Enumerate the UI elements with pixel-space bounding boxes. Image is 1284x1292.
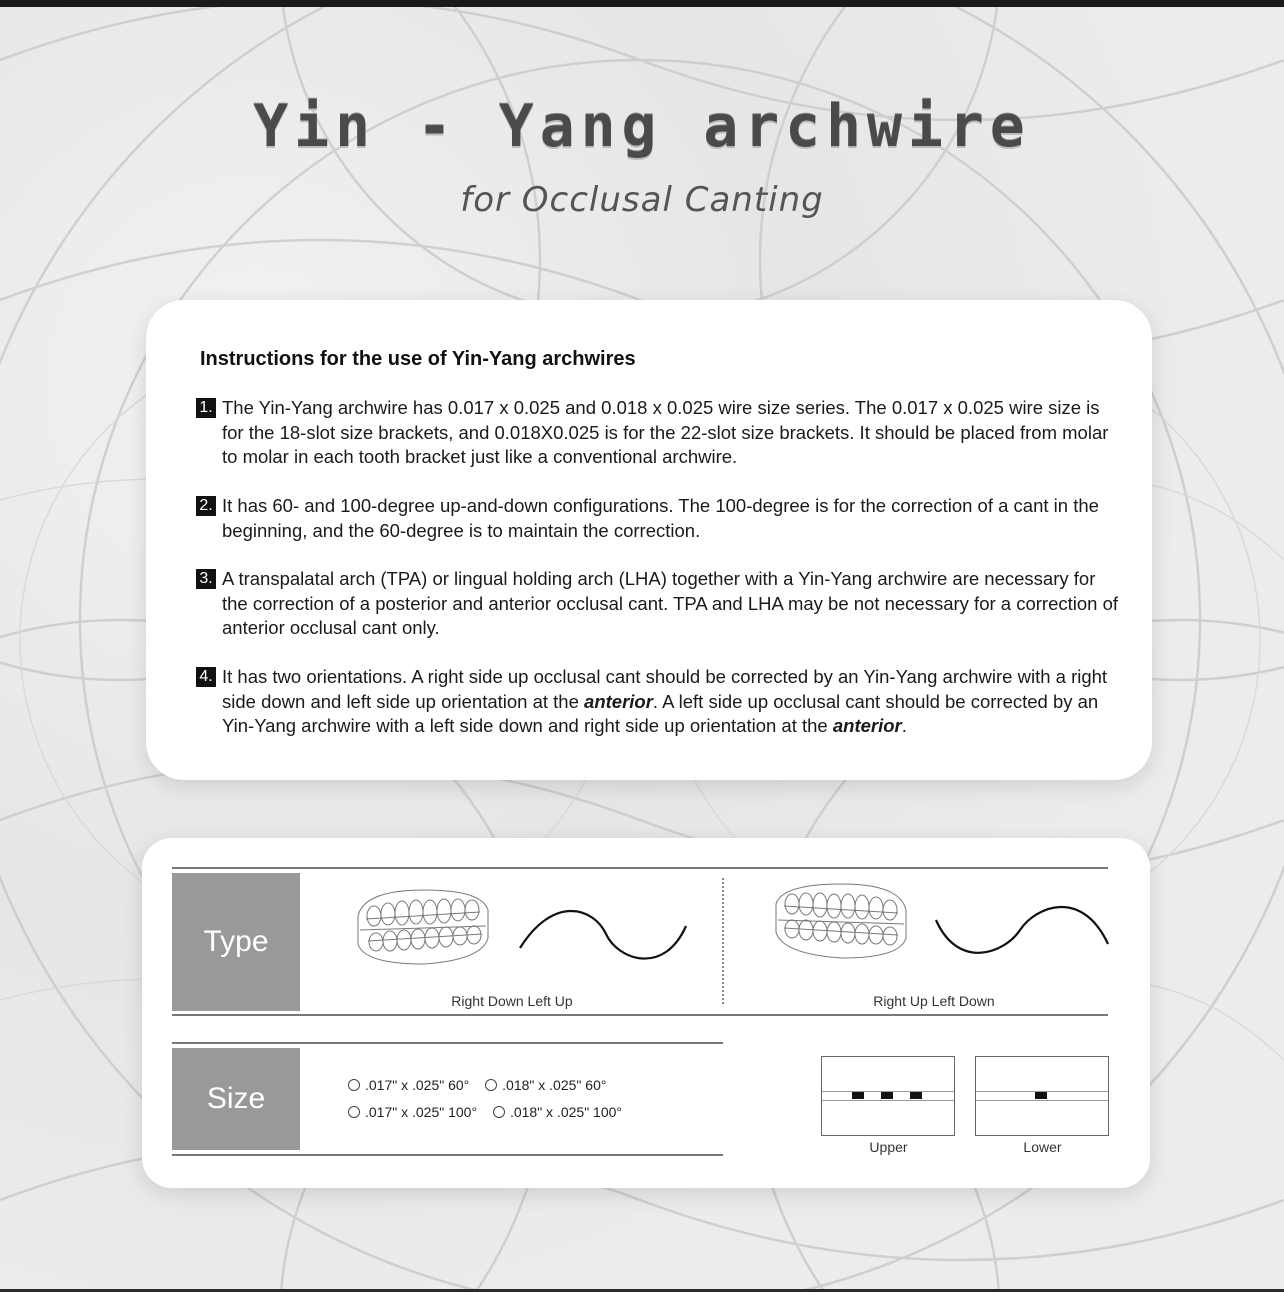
instruction-item-4 — [196, 665, 1126, 739]
size-label: Size — [172, 1048, 300, 1150]
item-number-badge: 1. — [196, 398, 216, 418]
instruction-text — [196, 665, 1126, 739]
radio-icon[interactable] — [348, 1106, 360, 1118]
instructions-heading: Instructions for the use of Yin-Yang archwires — [200, 348, 636, 370]
text-part: . A left side up occlusal cant should be corrected by an Yin-Yang archwire with a left side down and right side up orientation at the — [222, 690, 1099, 736]
size-option[interactable]: .017" x .025" 60° — [348, 1072, 469, 1099]
slot-line — [976, 1100, 1108, 1101]
type-label: Type — [172, 873, 300, 1011]
radio-icon[interactable] — [493, 1106, 505, 1118]
slot-line — [822, 1100, 954, 1101]
emphasis-anterior: anterior — [832, 715, 902, 736]
wire-curve-up-down-icon — [932, 898, 1112, 962]
size-option[interactable]: .018" x .025" 60° — [485, 1072, 606, 1099]
lower-caption: Lower — [1023, 1139, 1062, 1155]
upper-slot-diagram — [821, 1056, 955, 1136]
type-right-caption: Right Up Left Down — [873, 993, 995, 1009]
divider — [172, 1154, 723, 1156]
instruction-text: It has 60- and 100-degree up-and-down configurations. The 100-degree is for the correction of a cant in the beginning, and the 60-degree is to maintain the correction. — [222, 495, 1099, 541]
size-option[interactable]: .018" x .025" 100° — [493, 1099, 622, 1126]
instruction-text: A transpalatal arch (TPA) or lingual holding arch (LHA) together with a Yin-Yang archwire are necessary for the correction of a posterior and anterior occlusal cant. TPA and LHA may be not necessary for a correction of anterior occlusal cant only. — [222, 568, 1119, 638]
instruction-item-2 — [196, 494, 1126, 543]
text-part: It has two orientations. A right side up occlusal cant should be corrected by an Yin-Yang archwire with a right side down and left side up orientation at the — [222, 666, 1108, 712]
divider — [172, 1014, 1108, 1016]
size-options — [348, 1072, 634, 1126]
type-left-caption: Right Down Left Up — [451, 993, 573, 1009]
text-part: . — [901, 715, 907, 736]
teeth-illustration-icon — [354, 886, 492, 968]
bracket-mark — [910, 1092, 922, 1099]
lower-slot-diagram — [975, 1056, 1109, 1136]
item-number-badge: 3. — [196, 569, 216, 589]
dotted-separator — [722, 878, 724, 1004]
radio-icon[interactable] — [348, 1079, 360, 1091]
instruction-text: The Yin-Yang archwire has 0.017 x 0.025 and 0.018 x 0.025 wire size series. The 0.017 x 0.025 wire size is for the 18-slot size brackets, and 0.018X0.025 is for the 22-slot size brackets. It should be placed from molar to molar in each tooth bracket just like a conventional archwire. — [222, 397, 1109, 467]
bracket-mark — [852, 1092, 864, 1099]
instruction-item-3 — [196, 567, 1126, 641]
instruction-item-1 — [196, 396, 1126, 470]
bracket-mark — [881, 1092, 893, 1099]
specification-card — [142, 838, 1150, 1188]
wire-curve-down-up-icon — [514, 904, 694, 968]
instructions-card — [146, 300, 1152, 780]
teeth-illustration-icon — [772, 880, 910, 962]
emphasis-anterior: anterior — [584, 690, 653, 712]
item-number-badge: 2. — [196, 496, 216, 516]
upper-caption: Upper — [869, 1139, 908, 1155]
page-subtitle: for Occlusal Canting — [460, 180, 824, 220]
divider — [172, 867, 1108, 869]
size-option[interactable]: .017" x .025" 100° — [348, 1099, 477, 1126]
bracket-mark — [1035, 1092, 1047, 1099]
page-title: Yin - Yang archwire — [253, 92, 1031, 160]
radio-icon[interactable] — [485, 1079, 497, 1091]
item-number-badge: 4. — [196, 667, 216, 687]
top-border — [0, 0, 1284, 7]
divider — [172, 1042, 723, 1044]
